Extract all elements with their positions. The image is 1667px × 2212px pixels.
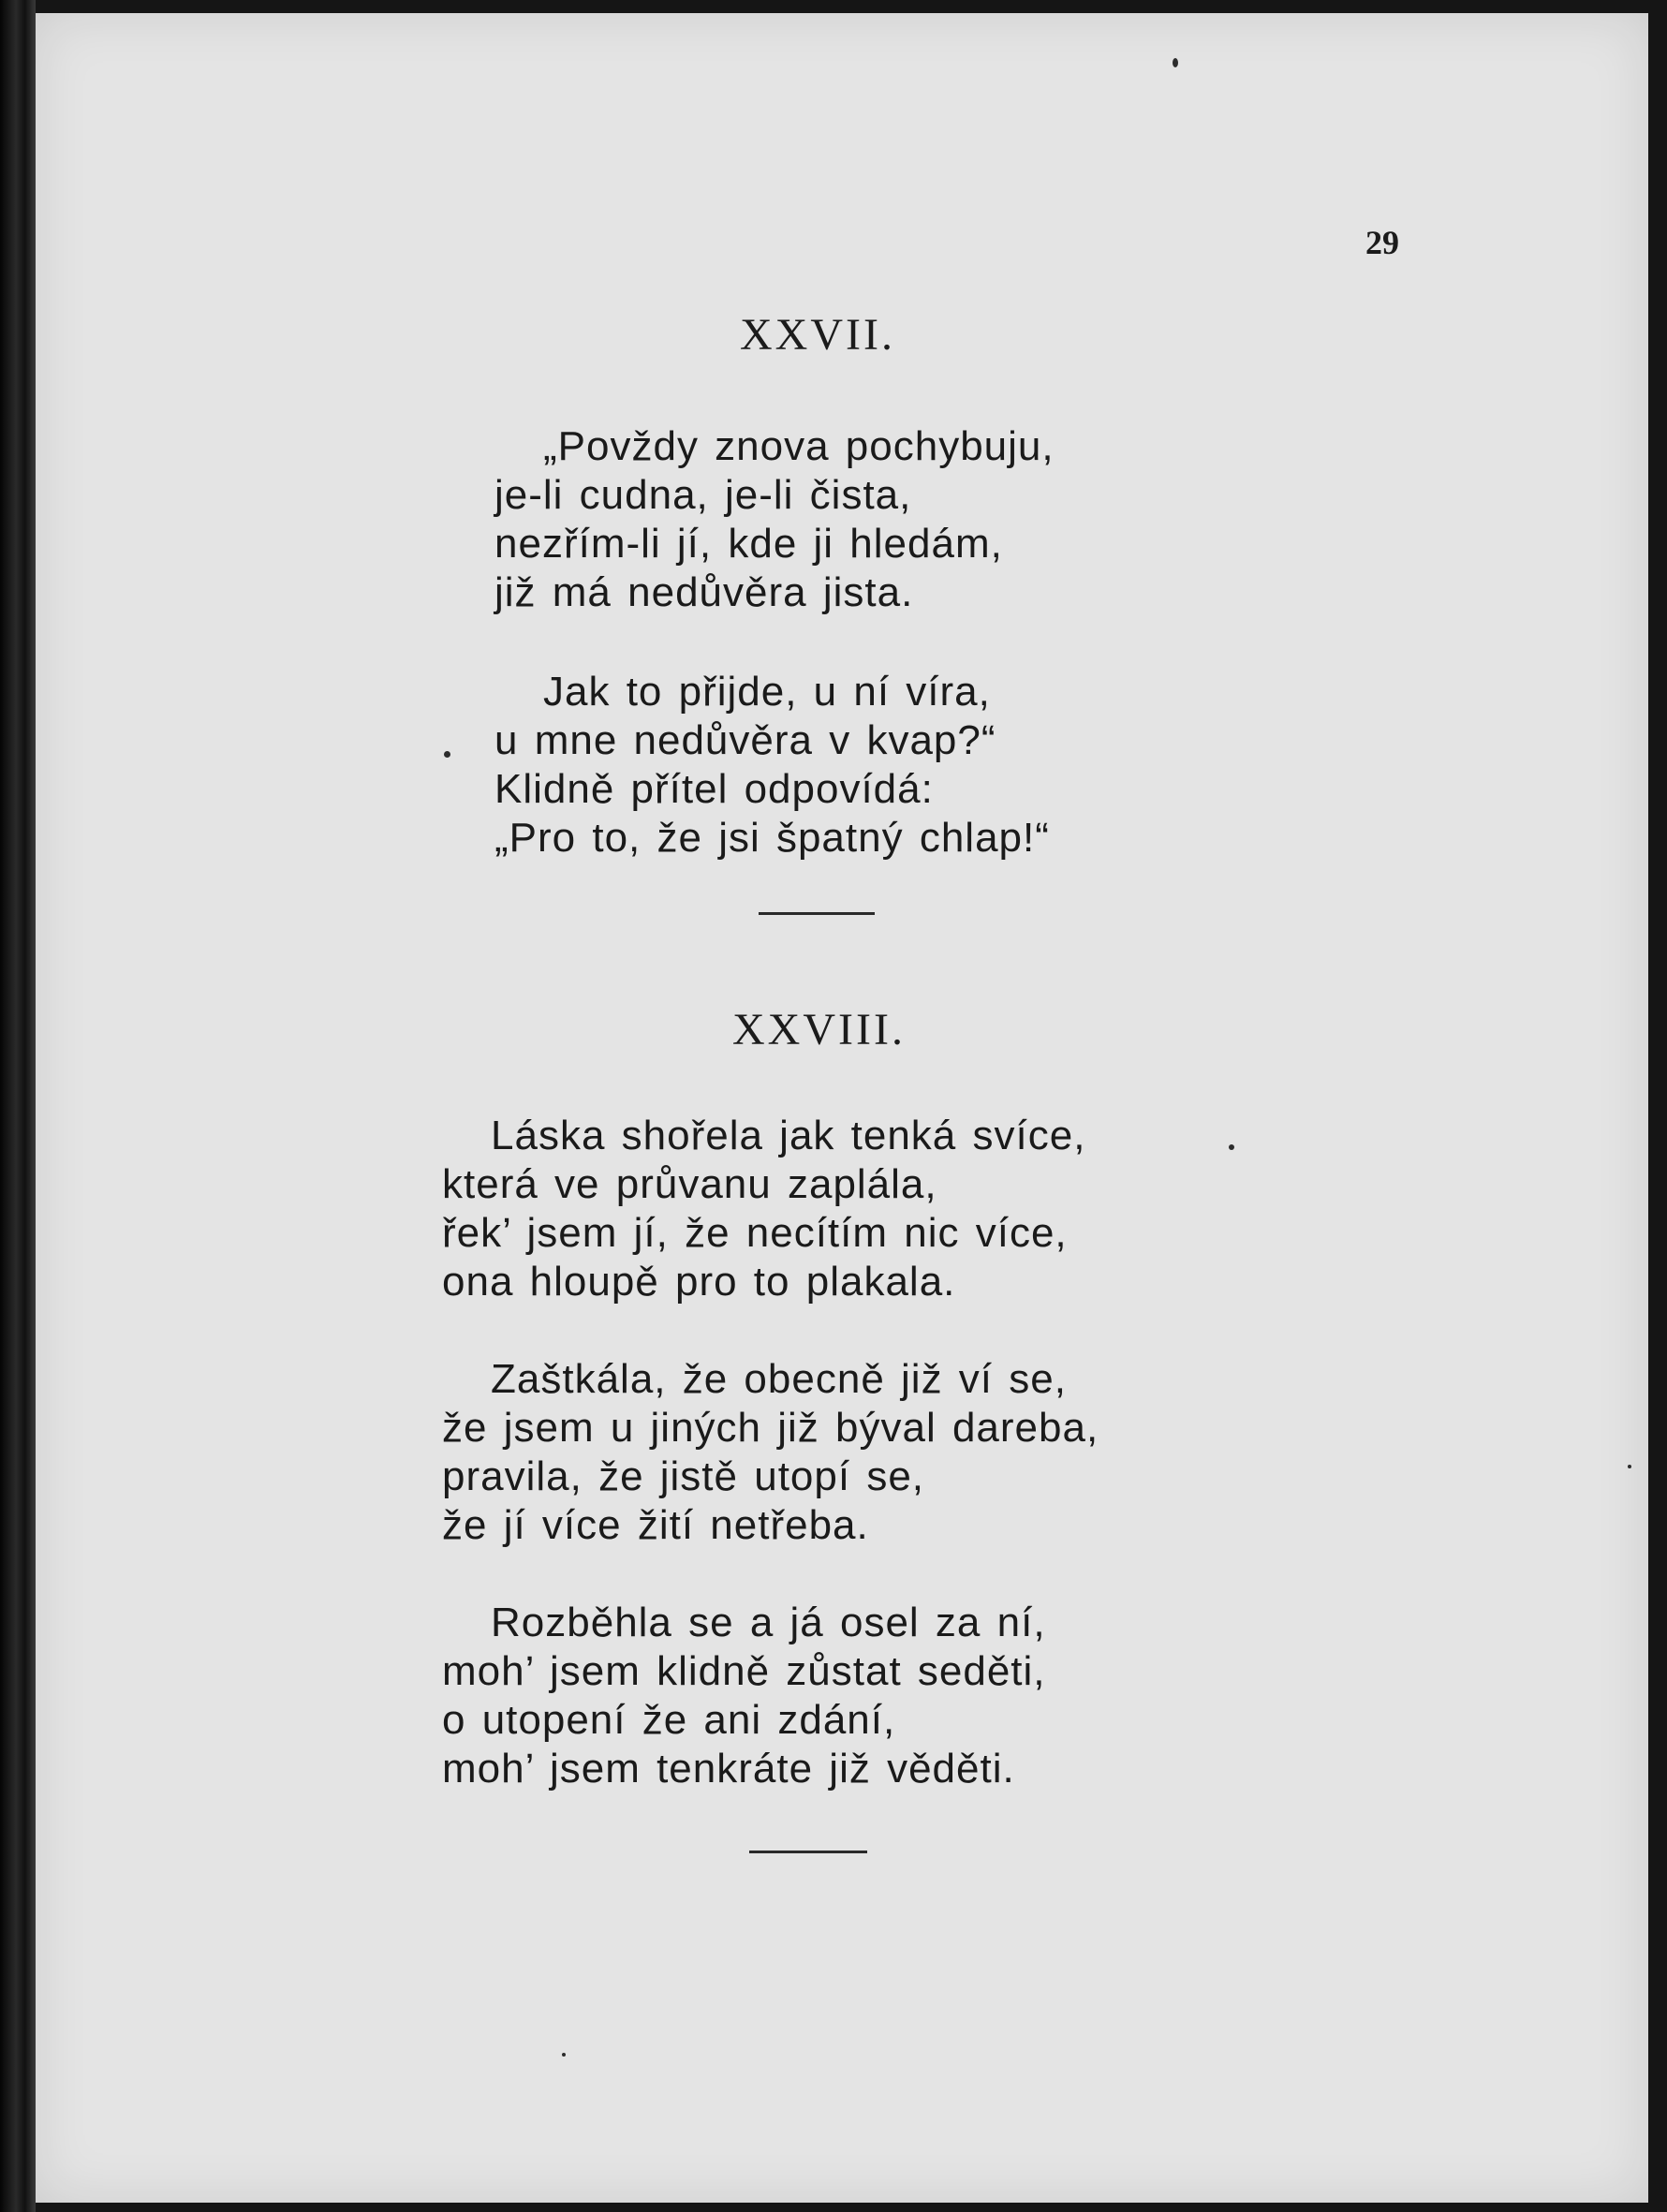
book-page xyxy=(36,13,1648,2203)
scan-speck xyxy=(1173,58,1178,67)
poem-line: již má nedůvěra jista. xyxy=(494,569,914,615)
poem-line: nezřím-li jí, kde ji hledám, xyxy=(494,521,1003,567)
section-divider xyxy=(759,912,875,915)
scan-speck xyxy=(444,751,450,758)
section-divider xyxy=(749,1851,867,1853)
poem-line: Klidně přítel odpovídá: xyxy=(494,766,934,812)
poem-numeral-xxviii: XXVIII. xyxy=(732,1005,906,1054)
poem-line: Zaštkála, že obecně již ví se, xyxy=(491,1356,1067,1402)
scan-speck xyxy=(1628,1465,1631,1468)
poem-line: Láska shořela jak tenká svíce, xyxy=(491,1113,1086,1158)
poem-line: „Povždy znova pochybuju, xyxy=(543,423,1055,469)
poem-line: „Pro to, že jsi špatný chlap!“ xyxy=(494,815,1050,861)
poem-line: ona hloupě pro to plakala. xyxy=(442,1259,956,1305)
poem-line: o utopení že ani zdání, xyxy=(442,1697,896,1743)
scan-speck xyxy=(1229,1144,1234,1150)
poem-line: u mne nedůvěra v kvap?“ xyxy=(494,717,996,763)
poem-line: řek’ jsem jí, že necítím nic více, xyxy=(442,1210,1068,1256)
page-number: 29 xyxy=(1365,224,1399,261)
poem-line: že jsem u jiných již býval dareba, xyxy=(442,1405,1099,1451)
poem-line: která ve průvanu zaplála, xyxy=(442,1161,937,1207)
book-spine-edge xyxy=(0,0,36,2212)
poem-line: moh’ jsem klidně zůstat seděti, xyxy=(442,1648,1046,1694)
poem-line: je-li cudna, je-li čista, xyxy=(494,472,912,518)
poem-line: pravila, že jistě utopí se, xyxy=(442,1453,925,1499)
scan-speck xyxy=(562,2053,566,2057)
poem-line: Rozběhla se a já osel za ní, xyxy=(491,1600,1046,1645)
poem-numeral-xxvii: XXVII. xyxy=(740,310,895,360)
poem-line: Jak to přijde, u ní víra, xyxy=(543,669,991,715)
poem-line: že jí více žití netřeba. xyxy=(442,1502,869,1548)
poem-line: moh’ jsem tenkráte již věděti. xyxy=(442,1746,1015,1792)
